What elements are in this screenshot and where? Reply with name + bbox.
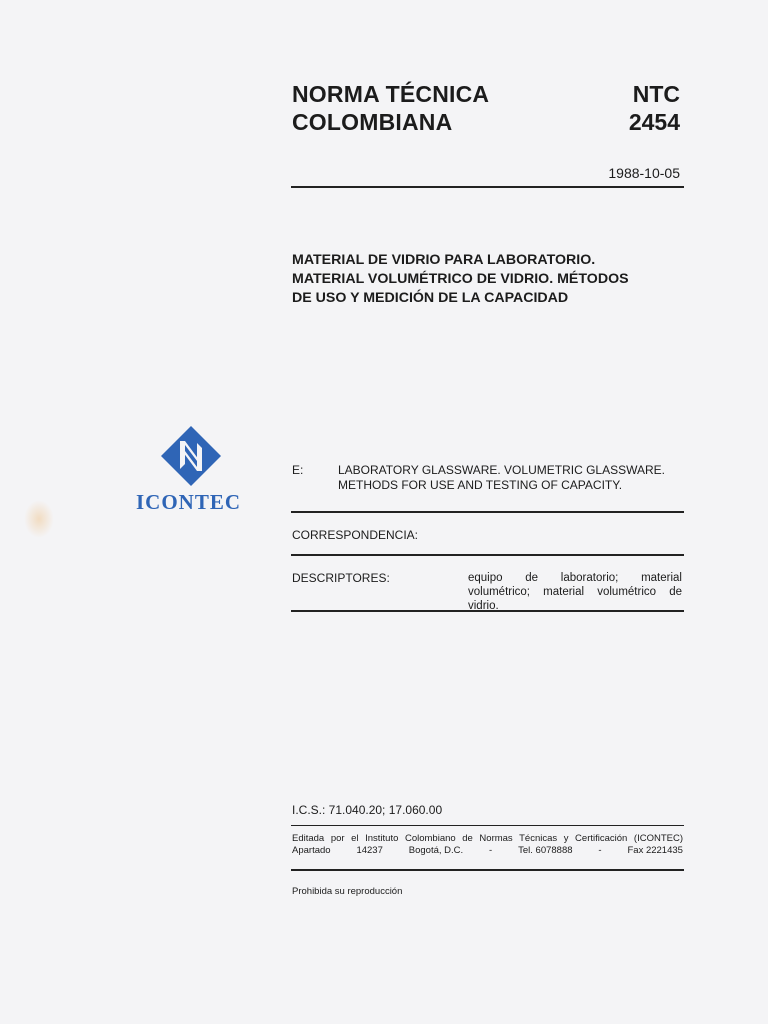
code-line-1: NTC xyxy=(632,81,680,107)
title-line-1: NORMA TÉCNICA xyxy=(292,81,490,107)
edition-dash-1: - xyxy=(489,844,493,856)
edition-city: Bogotá, D.C. xyxy=(408,844,464,856)
icontec-logo xyxy=(136,424,246,515)
edition-line-1: Editada por el Instituto Colombiano de Normas Técnicas y Certificación (ICONTEC) xyxy=(292,833,683,844)
subject-title xyxy=(292,251,692,308)
divider-english xyxy=(291,511,684,513)
publication-date: 1988-10-05 xyxy=(608,165,680,181)
apartado-label: Apartado xyxy=(292,844,331,856)
descriptores-text: equipo de laboratorio; material volumétrico; material volumétrico de vidrio. xyxy=(468,572,682,612)
divider-ics xyxy=(291,825,684,826)
descriptores-label: DESCRIPTORES: xyxy=(292,571,390,585)
standard-code xyxy=(629,80,680,136)
apartado-number: 14237 xyxy=(356,844,383,856)
subject-line-3: DE USO Y MEDICIÓN DE LA CAPACIDAD xyxy=(292,290,569,306)
title-line-2: COLOMBIANA xyxy=(292,109,453,135)
edition-line-2 xyxy=(292,845,683,857)
divider-correspondencia xyxy=(291,554,684,556)
logo-text: ICONTEC xyxy=(136,490,242,514)
correspondencia-label: CORRESPONDENCIA: xyxy=(292,528,419,542)
reproduction-notice: Prohibida su reproducción xyxy=(292,886,403,897)
edition-fax: Fax 2221435 xyxy=(627,844,683,856)
edition-dash-2: - xyxy=(598,844,602,856)
edition-tel: Tel. 6078888 xyxy=(518,844,573,856)
divider-edition xyxy=(291,869,684,871)
edition-info xyxy=(292,833,683,856)
ics-code: I.C.S.: 71.040.20; 17.060.00 xyxy=(292,803,443,817)
subject-line-1: MATERIAL DE VIDRIO PARA LABORATORIO. xyxy=(292,252,596,268)
english-label: E: xyxy=(292,463,304,477)
english-title xyxy=(338,463,688,492)
divider-header xyxy=(291,186,684,188)
divider-descriptores xyxy=(291,610,684,612)
code-line-2: 2454 xyxy=(628,109,680,135)
paper-smudge xyxy=(24,500,54,538)
english-line-1: LABORATORY GLASSWARE. VOLUMETRIC GLASSWARE. xyxy=(338,463,665,477)
english-line-2: METHODS FOR USE AND TESTING OF CAPACITY. xyxy=(338,477,623,492)
document-title xyxy=(292,80,489,136)
subject-line-2: MATERIAL VOLUMÉTRICO DE VIDRIO. MÉTODOS xyxy=(292,271,629,287)
icontec-diamond-icon xyxy=(159,424,223,488)
